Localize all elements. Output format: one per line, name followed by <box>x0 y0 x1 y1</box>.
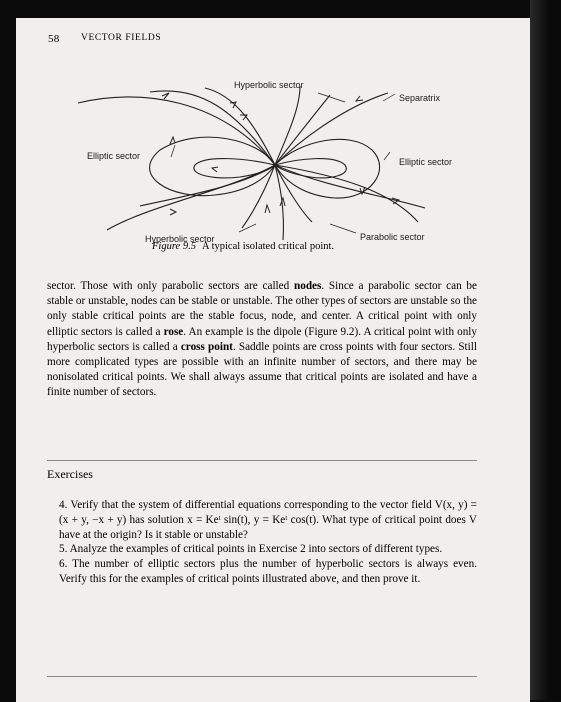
critical-point-figure <box>0 0 561 260</box>
term-nodes: nodes <box>294 280 322 292</box>
figure-caption <box>152 241 334 252</box>
label-elliptic-sector-right: Elliptic sector <box>399 157 453 167</box>
exercise-5: 5. Analyze the examples of critical points in Exercise 2 into sectors of different types. <box>59 543 443 556</box>
exercise-6: 6. The number of elliptic sectors plus the number of hyperbolic sectors is always even. Verify this for the examples of critical points illustrated above, and then prove it. <box>59 558 477 585</box>
exercise-4: 4. Verify that the system of differential equations corresponding to the vector field V(x, y) = (x + y, −x + y) has solution x = Keᵗ sin(t), y = Keᵗ cos(t). What type of critical point does V have at the origin? Is it stable or unstable? <box>59 499 477 541</box>
figure-number: Figure 9.5 <box>152 241 196 252</box>
divider-top <box>47 460 477 461</box>
exercises-heading: Exercises <box>47 467 93 481</box>
label-separatrix: Separatrix <box>399 93 441 103</box>
label-hyperbolic-sector-bottom: Hyperbolic sector <box>145 234 215 244</box>
body-paragraph: sector. Those with only parabolic sectors are called nodes. Since a parabolic sector can be stable or unstable, nodes can be stable or unstable. The other types of sectors are unstable so the only stable critical points are the stable focus, node, and center. A critical point with only elliptic sectors is called a rose. An example is the dipole (Figure 9.2). A critical point with only hyperbolic sectors is called a cross point. Saddle points are cross points with four sectors. Still more complicated types are possible with an infinite number of sectors, and there may be nonisolated critical points. We shall always assume that critical points are isolated and have a finite number of sectors. <box>47 280 477 399</box>
term-rose: rose <box>163 325 184 338</box>
arrowheads <box>162 93 399 215</box>
exercise-list <box>47 498 477 587</box>
caption-text: A typical isolated critical point. <box>201 241 335 252</box>
label-hyperbolic-sector-top: Hyperbolic sector <box>234 80 304 90</box>
flow-curves <box>78 86 425 240</box>
label-elliptic-sector-left: Elliptic sector <box>87 151 141 161</box>
term-cross-point: cross point <box>180 340 233 353</box>
divider-bottom <box>47 676 477 677</box>
label-parabolic-sector: Parabolic sector <box>360 232 425 242</box>
running-head: VECTOR FIELDS <box>81 33 162 43</box>
page-number: 58 <box>48 33 60 45</box>
